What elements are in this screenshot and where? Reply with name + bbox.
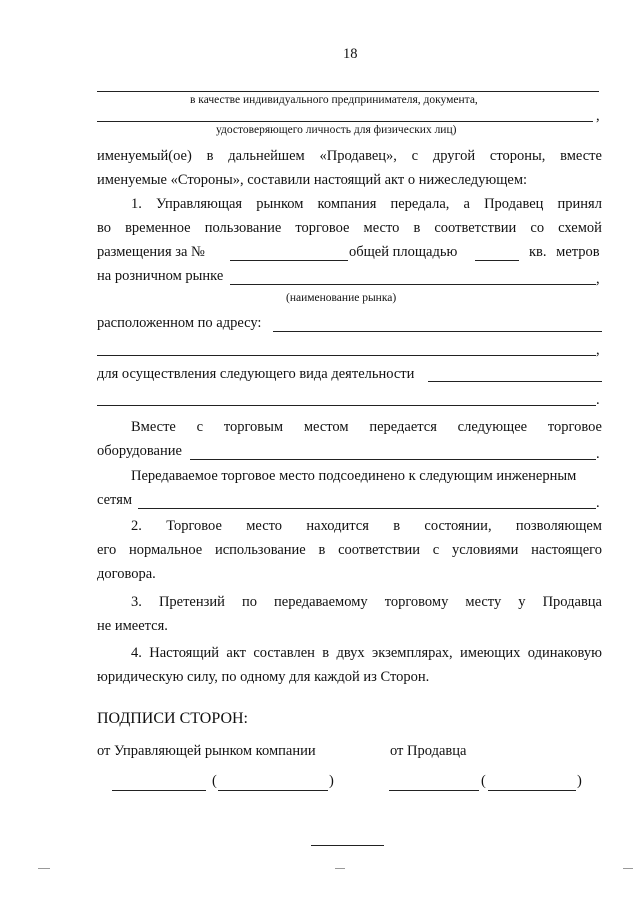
scan-speck — [623, 868, 633, 869]
p2-line-1: 2. Торговое место находится в состоянии, позволяющем — [131, 518, 602, 534]
p1-square-meters-label: кв. метров — [529, 244, 600, 260]
seller-signature-line[interactable] — [389, 790, 479, 791]
intro-line-1: именуемый(ое) в дальнейшем «Продавец», с другой стороны, вместе — [97, 148, 602, 164]
p3-line-1: 3. Претензий по передаваемому торговому месту у Продавца — [131, 594, 602, 610]
comma: , — [596, 108, 600, 124]
company-name-line[interactable] — [218, 790, 328, 791]
p2-line-3: договора. — [97, 566, 156, 582]
p1-line-1: 1. Управляющая рынком компания передала, а Продавец принял — [131, 196, 602, 212]
address-blank-2[interactable] — [97, 355, 596, 356]
p1-line-2: во временное пользование торговое место в соответствии со схемой — [97, 220, 602, 236]
scan-speck — [38, 868, 50, 869]
header-blank-line-1 — [97, 91, 599, 92]
paren-open: ( — [212, 773, 217, 789]
caption-market-name: (наименование рынка) — [286, 292, 397, 304]
networks-line-1: Передаваемое торговое место подсоединено к следующим инженерным — [131, 468, 577, 484]
header-blank-line-2 — [97, 121, 593, 122]
p3-line-2: не имеется. — [97, 618, 168, 634]
closing-rule — [311, 845, 384, 846]
p4-line-1: 4. Настоящий акт составлен в двух экземплярах, имеющих одинаковую — [131, 645, 602, 661]
p1-placement-scheme-label: размещения за № — [97, 244, 205, 260]
caption-identity-document: удостоверяющего личность для физических лиц) — [216, 124, 457, 136]
paren-close: ) — [577, 773, 582, 789]
period: . — [596, 495, 600, 511]
address-blank-1[interactable] — [273, 331, 602, 332]
networks-label: сетям — [97, 492, 133, 508]
page-number: 18 — [343, 46, 358, 62]
company-signature-line[interactable] — [112, 790, 206, 791]
area-blank[interactable] — [475, 260, 519, 261]
scan-speck — [335, 868, 345, 869]
activity-blank-1[interactable] — [428, 381, 602, 382]
p1-area-label: общей площадью — [349, 244, 458, 260]
seller-name-line[interactable] — [488, 790, 576, 791]
from-seller-label: от Продавца — [390, 743, 467, 759]
equipment-blank[interactable] — [190, 459, 596, 460]
equipment-label: оборудование — [97, 443, 182, 459]
intro-line-2: именуемые «Стороны», составили настоящий акт о нижеследующем: — [97, 172, 528, 188]
scheme-number-blank[interactable] — [230, 260, 348, 261]
comma: , — [596, 342, 600, 358]
paren-open: ( — [481, 773, 486, 789]
p2-line-2: его нормальное использование в соответствии с условиями настоящего — [97, 542, 602, 558]
caption-individual-entrepreneur: в качестве индивидуального предпринимателя, документа, — [190, 94, 478, 106]
retail-market-label: на розничном рынке — [97, 268, 224, 284]
signatures-heading: ПОДПИСИ СТОРОН: — [97, 710, 248, 727]
from-company-label: от Управляющей рынком компании — [97, 743, 316, 759]
activity-blank-2[interactable] — [97, 405, 596, 406]
paren-close: ) — [329, 773, 334, 789]
period: . — [596, 392, 600, 408]
networks-blank[interactable] — [138, 508, 596, 509]
activity-label: для осуществления следующего вида деятельности — [97, 366, 415, 382]
equipment-line-1: Вместе с торговым местом передается следующее торговое — [131, 419, 602, 435]
address-label: расположенном по адресу: — [97, 315, 262, 331]
comma: , — [596, 271, 600, 287]
p4-line-2: юридическую силу, по одному для каждой из Сторон. — [97, 669, 430, 685]
market-name-blank[interactable] — [230, 284, 596, 285]
period: . — [596, 446, 600, 462]
